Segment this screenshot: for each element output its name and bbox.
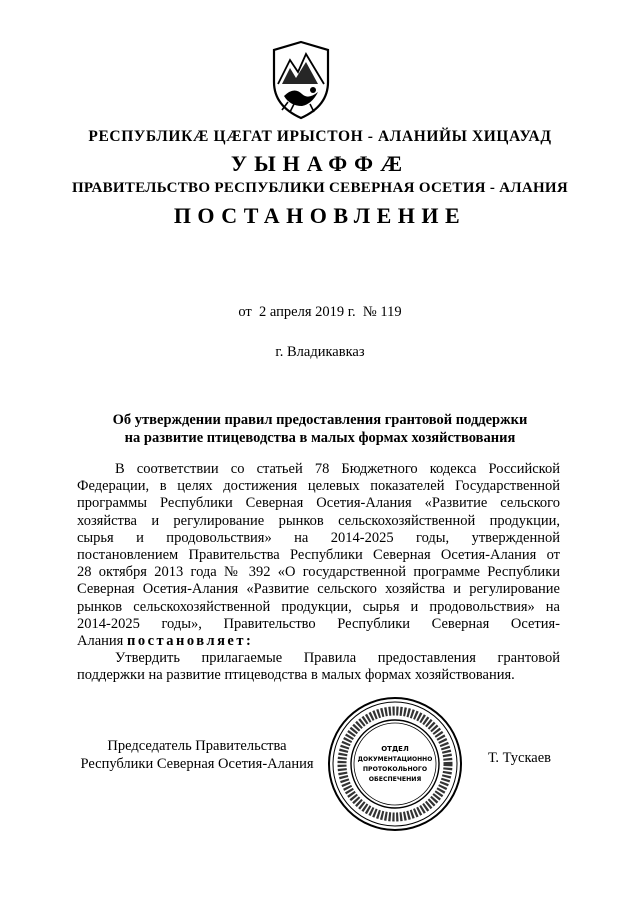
body-line: В соответствии со статьей 78 Бюджетного кодекса Российской: [115, 461, 560, 477]
signatory-name: Т. Тускаев: [488, 750, 552, 766]
document-city: г. Владикавказ: [275, 344, 365, 360]
document-type-russian: ПОСТАНОВЛЕНИЕ: [173, 203, 467, 228]
body-line: сырья и продовольствия» на 2014-2025 годы, утвержденной: [77, 529, 560, 546]
seal-center-line: ДОКУМЕНТАЦИОННО: [357, 756, 433, 763]
body-line: 28 октября 2013 года № 392 «О государственной программе Республики: [77, 564, 560, 581]
document-title-line: Об утверждении правил предоставления грантовой поддержки: [112, 412, 528, 428]
government-name-ossetian: РЕСПУБЛИКÆ ЦÆГАТ ИРЫСТОН - АЛАНИЙЫ ХИЦАУАД: [88, 128, 552, 145]
document-date-number: от 2 апреля 2019 г. № 119: [238, 304, 402, 320]
body-line: Федерации, в целях достижения целевых показателей Государственной: [77, 478, 560, 495]
decision-line: поддержки на развитие птицеводства в малых формах хозяйствования.: [77, 667, 515, 684]
resolves-word: постановляет:: [126, 633, 254, 650]
coat-of-arms-emblem: [268, 40, 334, 120]
body-line: постановлением Правительства Республики Северная Осетия-Алания от: [77, 547, 560, 564]
body-line-resolution: [77, 633, 560, 650]
seal-center-line: ОТДЕЛ: [381, 745, 409, 753]
body-line: хозяйства и регулирование рынков сельскохозяйственной продукции,: [77, 512, 560, 529]
signatory-position-line: Республики Северная Осетия-Алания: [80, 755, 314, 772]
seal-center-line: ПРОТОКОЛЬНОГО: [362, 766, 428, 773]
signatory-position-line: Председатель Правительства: [107, 738, 287, 754]
seal-center-line: ОБЕСПЕЧЕНИЯ: [368, 776, 422, 783]
signatory-position: [77, 738, 317, 773]
document-type-ossetian: УЫНАФФÆ: [230, 151, 410, 176]
body-line: рынков сельскохозяйственной продукции, сырья и продовольствия» на: [77, 598, 560, 615]
official-seal-stamp: [326, 695, 464, 833]
government-name-russian: ПРАВИТЕЛЬСТВО РЕСПУБЛИКИ СЕВЕРНАЯ ОСЕТИЯ - АЛАНИЯ: [71, 180, 569, 196]
document-title-line: на развитие птицеводства в малых формах хозяйствования: [124, 430, 516, 446]
body-line: программы Республики Северная Осетия-Алания «Развитие сельского: [77, 495, 560, 512]
document-title: [70, 411, 570, 447]
document-body: [77, 461, 560, 685]
body-line: Северная Осетия-Алания «Развитие сельского хозяйства и регулирование: [77, 581, 560, 598]
decision-line: Утвердить прилагаемые Правила предоставления грантовой: [115, 650, 560, 667]
body-line: 2014-2025 годы», Правительство Республики Северная Осетия-: [77, 615, 560, 632]
body-line-prefix: Алания: [77, 633, 127, 650]
